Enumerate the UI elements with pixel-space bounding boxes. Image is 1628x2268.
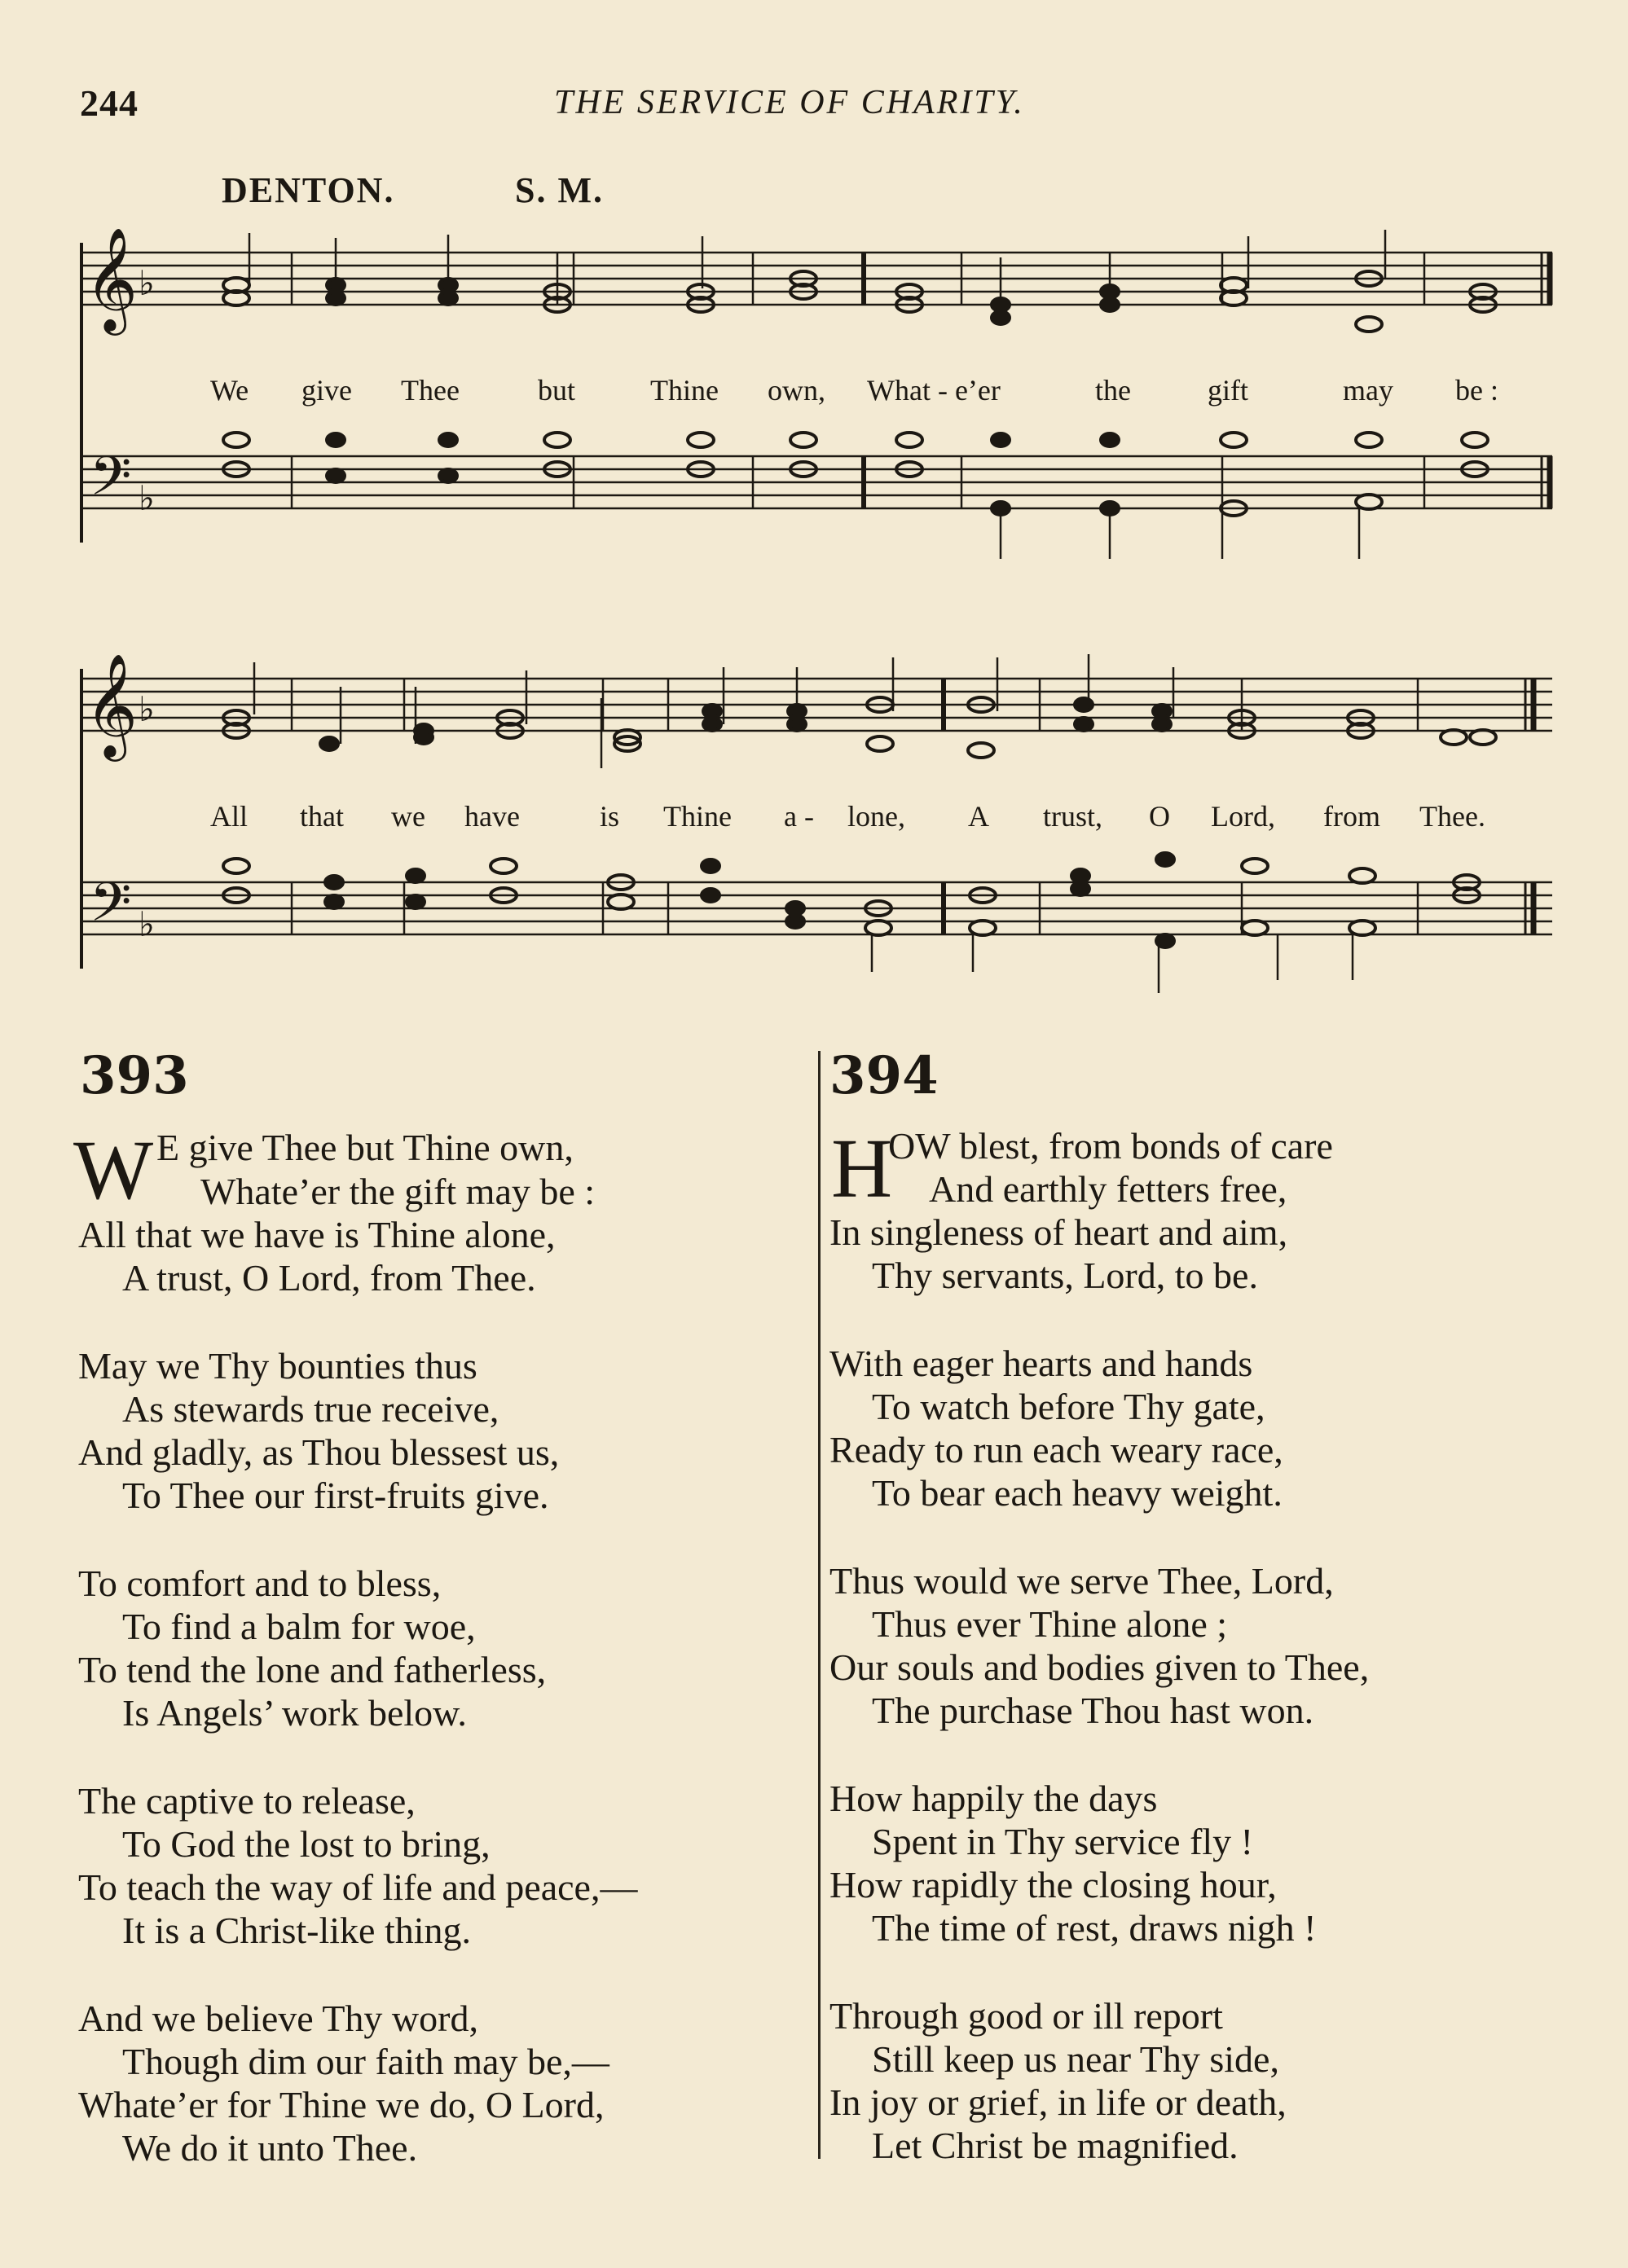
verse-line: We do it unto Thee. (122, 2127, 418, 2169)
verse-line: Is Angels’ work below. (122, 1692, 467, 1734)
lyric-word: A (968, 800, 989, 833)
lyric-word: Thee (401, 374, 460, 407)
svg-text:♭: ♭ (139, 478, 155, 518)
verse-line: As stewards true receive, (122, 1388, 499, 1430)
music-system-2 (0, 646, 1628, 1004)
hymn-number-393: 393 (80, 1045, 189, 1106)
lyric-word: O (1149, 800, 1170, 833)
lyric-word: All (210, 800, 249, 833)
verse-line: Though dim our faith may be,— (122, 2041, 609, 2082)
lyric-word: is (600, 800, 620, 833)
lyric-word: gift (1208, 374, 1248, 407)
lyric-word: Thee. (1419, 800, 1485, 833)
lyric-word: but (538, 374, 576, 407)
verse-line: Whate’er the gift may be : (200, 1171, 596, 1212)
verse-line: The time of rest, draws nigh ! (872, 1907, 1317, 1949)
lyric-word: from (1323, 800, 1380, 833)
verse-line: It is a Christ-like thing. (122, 1910, 472, 1951)
verse-line: With eager hearts and hands (829, 1343, 1253, 1384)
lyric-word: the (1095, 374, 1131, 407)
verse-line: To watch before Thy gate, (872, 1386, 1265, 1427)
svg-text:♭: ♭ (139, 904, 155, 944)
lyric-word: a - (784, 800, 814, 833)
verse-line: To teach the way of life and peace,— (78, 1866, 638, 1908)
drop-cap-394: H (831, 1122, 893, 1215)
lyric-word: be : (1455, 374, 1498, 407)
lyric-word: that (300, 800, 344, 833)
verse-line: Let Christ be magnified. (872, 2125, 1239, 2166)
lyric-word: What - e’er (867, 374, 1001, 407)
verse-line: How rapidly the closing hour, (829, 1864, 1277, 1905)
running-title: THE SERVICE OF CHARITY. (554, 84, 1025, 121)
verse-line: The purchase Thou hast won. (872, 1690, 1314, 1731)
lyric-word: we (391, 800, 425, 833)
verse-line: Our souls and bodies given to Thee, (829, 1646, 1370, 1688)
lyric-word: Thine (663, 800, 732, 833)
verse-line: A trust, O Lord, from Thee. (122, 1257, 536, 1299)
verse-line: To tend the lone and fatherless, (78, 1649, 547, 1690)
svg-text:♭: ♭ (139, 689, 155, 729)
lyric-word: Thine (650, 374, 719, 407)
verse-line: Thy servants, Lord, to be. (872, 1255, 1258, 1296)
verse-line: In singleness of heart and aim, (829, 1211, 1288, 1253)
verse-line: Thus ever Thine alone ; (872, 1603, 1228, 1645)
svg-text:𝄢: 𝄢 (90, 871, 132, 947)
verse-line: To comfort and to bless, (78, 1563, 442, 1604)
verse-line: May we Thy bounties thus (78, 1345, 477, 1387)
page-number: 244 (80, 82, 139, 124)
drop-cap-393: W (73, 1123, 154, 1217)
verse-line: To God the lost to bring, (122, 1823, 491, 1865)
verse-line: Ready to run each weary race, (829, 1429, 1283, 1470)
verse-line: The captive to release, (78, 1780, 416, 1822)
svg-text:𝄞: 𝄞 (85, 653, 139, 757)
verse-line: To bear each heavy weight. (872, 1472, 1283, 1514)
verse-line: And we believe Thy word, (78, 1998, 478, 2039)
lyric-word: may (1343, 374, 1393, 407)
svg-text:𝄢: 𝄢 (90, 445, 132, 521)
verse-line: To Thee our first-fruits give. (122, 1475, 549, 1516)
hymn-number-394: 394 (829, 1045, 939, 1106)
verse-line: Thus would we serve Thee, Lord, (829, 1560, 1334, 1602)
lyric-word: trust, (1043, 800, 1103, 833)
verse-line: Still keep us near Thy side, (872, 2038, 1279, 2080)
verse-line: Spent in Thy service fly ! (872, 1821, 1253, 1862)
tune-meter: S. M. (515, 170, 604, 210)
column-divider (818, 1051, 821, 2159)
verse-line: E give Thee but Thine own, (156, 1127, 574, 1168)
verse-line: And earthly fetters free, (929, 1168, 1287, 1210)
lyric-word: Lord, (1211, 800, 1275, 833)
music-system-1 (0, 220, 1628, 570)
svg-text:♭: ♭ (139, 263, 155, 303)
verse-line: All that we have is Thine alone, (78, 1214, 556, 1255)
tune-name: DENTON. (222, 170, 395, 210)
svg-text:𝄞: 𝄞 (85, 226, 139, 331)
lyric-word: have (464, 800, 520, 833)
verse-line: How happily the days (829, 1778, 1158, 1819)
verse-line: Through good or ill report (829, 1995, 1223, 2037)
verse-line: OW blest, from bonds of care (888, 1125, 1333, 1167)
verse-line: In joy or grief, in life or death, (829, 2081, 1287, 2123)
verse-line: Whate’er for Thine we do, O Lord, (78, 2084, 605, 2125)
lyric-word: give (301, 374, 352, 407)
lyric-word: own, (768, 374, 825, 407)
lyric-word: lone, (847, 800, 905, 833)
lyric-word: We (210, 374, 249, 407)
verse-line: And gladly, as Thou blessest us, (78, 1431, 560, 1473)
verse-line: To find a balm for woe, (122, 1606, 476, 1647)
